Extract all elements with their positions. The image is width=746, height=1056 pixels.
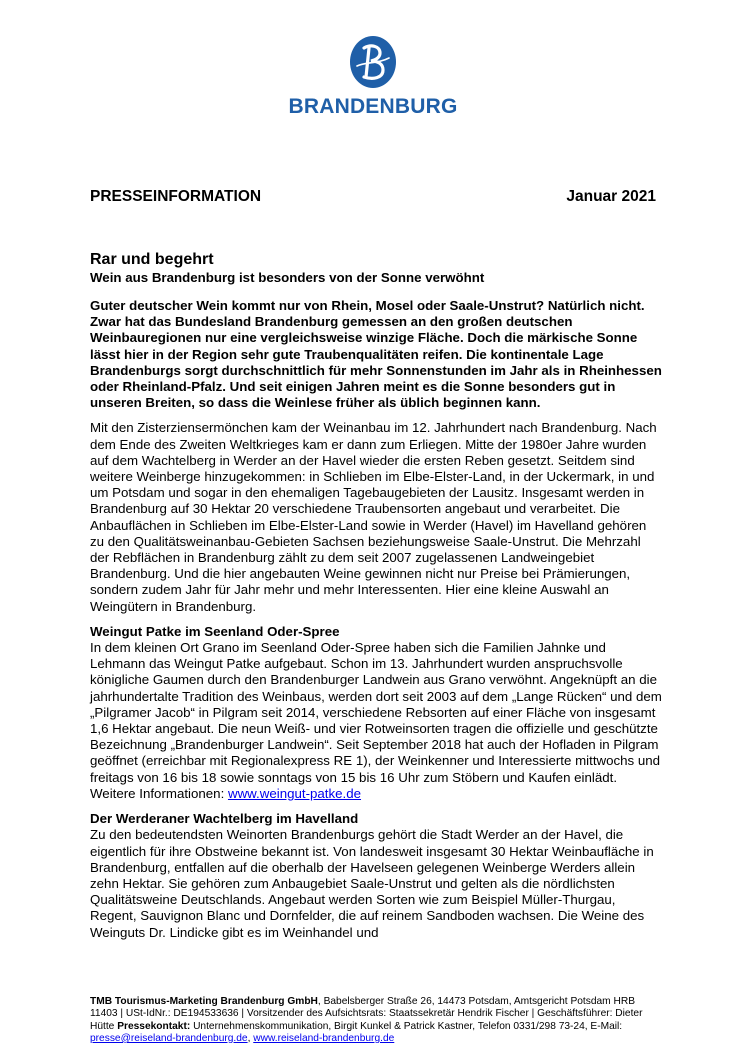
brandenburg-emblem-icon	[347, 34, 399, 90]
section-text-patke: In dem kleinen Ort Grano im Seenland Oder-Spree haben sich die Familien Jahnke und Lehmann das Weingut Patke aufgebaut. Schon im 13. Jahrhundert wurden anspruchsvolle königliche Gaumen durch den Brandenburger Landwein aus Grano verwöhnt. Angeknüpft an die jahrhundertalte Tradition des Weinbaus, werden dort seit 2003 auf dem „Lange Rücken“ und dem „Pilgramer Jacob“ in Pilgram seit 2014, verschiedene Rebsorten auf einer Fläche von insgesamt 1,6 Hektar angebaut. Die neun Weiß- und vier Rotweinsorten tragen die offizielle und geschützte Bezeichnung „Brandenburger Landwein“. Seit September 2018 hat auch der Hofladen in Pilgram geöffnet (erreichbar mit Regionalexpress RE 1), der Weinkenner und Interessierte mittwochs und freitags von 16 bis 18 sowie sonntags von 15 bis 16 Uhr zum Stöbern und Kaufen einlädt. Weitere Informationen:	[90, 640, 662, 801]
article	[90, 250, 662, 950]
section-paragraph-patke	[90, 640, 662, 802]
article-subtitle: Wein aus Brandenburg ist besonders von der Sonne verwöhnt	[90, 270, 485, 285]
press-date: Januar 2021	[566, 188, 656, 205]
article-title: Rar und begehrt	[90, 251, 214, 268]
press-header	[90, 188, 656, 206]
patke-website-link[interactable]: www.weingut-patke.de	[227, 785, 362, 801]
intro-paragraph: Mit den Zisterziensermönchen kam der Weinanbau im 12. Jahrhundert nach Brandenburg. Nach dem Ende des Zweiten Weltkrieges kam er dann zum Erliegen. Mitte der 1980er Jahre wurden auf dem Wachtelberg in Werder an der Havel wieder die ersten Reben gesetzt. Seitdem sind weitere Weinberge hinzugekommen: in Schlieben im Elbe-Elster-Land, in der Uckermark, in und um Potsdam und sogar in den ehemaligen Tagebaugebieten der Lausitz. Insgesamt werden in Brandenburg auf 30 Hektar 20 verschiedene Traubensorten angebaut und verarbeitet. Die Anbauflächen in Schlieben im Elbe-Elster-Land sowie in Werder (Havel) im Havelland gehören zu den Qualitätsweinanbau-Gebieten Sachsen beziehungsweise Saale-Unstrut. Die Mehrzahl der Rebflächen in Brandenburg zählt zu dem seit 2007 zugelassenen Landweingebiet Brandenburg. Und die hier angebauten Weine gewinnen nicht nur Preise bei Prämierungen, sondern zudem Jahr für Jahr mehr und mehr Interessenten. Hier eine kleine Auswahl an Weingütern in Brandenburg.	[90, 420, 657, 614]
footer-company: TMB Tourismus-Marketing Brandenburg GmbH	[90, 996, 318, 1007]
lead-paragraph: Guter deutscher Wein kommt nur von Rhein, Mosel oder Saale-Unstrut? Natürlich nicht. Zwar hat das Bundesland Brandenburg gemessen an den großen deutschen Weinbauregionen nur eine vergleichsweise winzige Fläche. Doch die märkische Sonne lässt hier in der Region sehr gute Traubenqualitäten reifen. Die kontinentale Lage Brandenburgs sorgt durchschnittlich für mehr Sonnenstunden im Jahr als in Rheinhessen oder Rheinland-Pfalz. Und seit einigen Jahren meint es die Sonne besonders gut in unseren Breiten, so dass die Weinlese früher als üblich beginnen kann.	[90, 298, 662, 411]
section-heading-patke: Weingut Patke im Seenland Oder-Spree	[90, 623, 340, 639]
section-paragraph-werder: Zu den bedeutendsten Weinorten Brandenburgs gehört die Stadt Werder an der Havel, die eigentlich für ihre Obstweine bekannt ist. Von landesweit insgesamt 30 Hektar Weinbaufläche in Brandenburg, entfallen auf die oberhalb der Havelseen gelegenen Weinberge Werders allein zehn Hektar. Sie gehören zum Anbaugebiet Saale-Unstrut und gelten als die nördlichsten Qualitätsweine Deutschlands. Angebaut werden Sorten wie zum Beispiel Müller-Thurgau, Regent, Sauvignon Blanc und Dornfelder, die auf reinem Sandboden wachsen. Die Weine des Weinguts Dr. Lindicke gibt es im Weinhandel und	[90, 827, 654, 940]
brandenburg-logo	[0, 34, 746, 119]
footer	[90, 996, 660, 1045]
press-label: PRESSEINFORMATION	[90, 188, 262, 205]
footer-email-link[interactable]: presse@reiseland-brandenburg.de	[90, 1032, 248, 1044]
footer-separator: ,	[247, 1032, 254, 1044]
footer-press-text: Unternehmenskommunikation, Birgit Kunkel & Patrick Kastner, Telefon 0331/298 73-24, E-Mail:	[190, 1020, 623, 1032]
section-heading-werder: Der Werderaner Wachtelberg im Havelland	[90, 811, 359, 827]
footer-address: , Babelsberger Straße 26, 14473 Potsdam, Amtsgericht Potsdam HRB 11403 | USt-IdNr.: DE194533636 | Vorsitzender des Aufsichtsrats: Staatssekretär Hendrik Fischer | Geschäftsführer: Dieter Hütte	[90, 996, 643, 1032]
footer-website-link[interactable]: www.reiseland-brandenburg.de	[253, 1032, 395, 1044]
footer-press-label: Pressekontakt:	[117, 1020, 191, 1032]
logo-wordmark: BRANDENBURG	[288, 95, 458, 118]
